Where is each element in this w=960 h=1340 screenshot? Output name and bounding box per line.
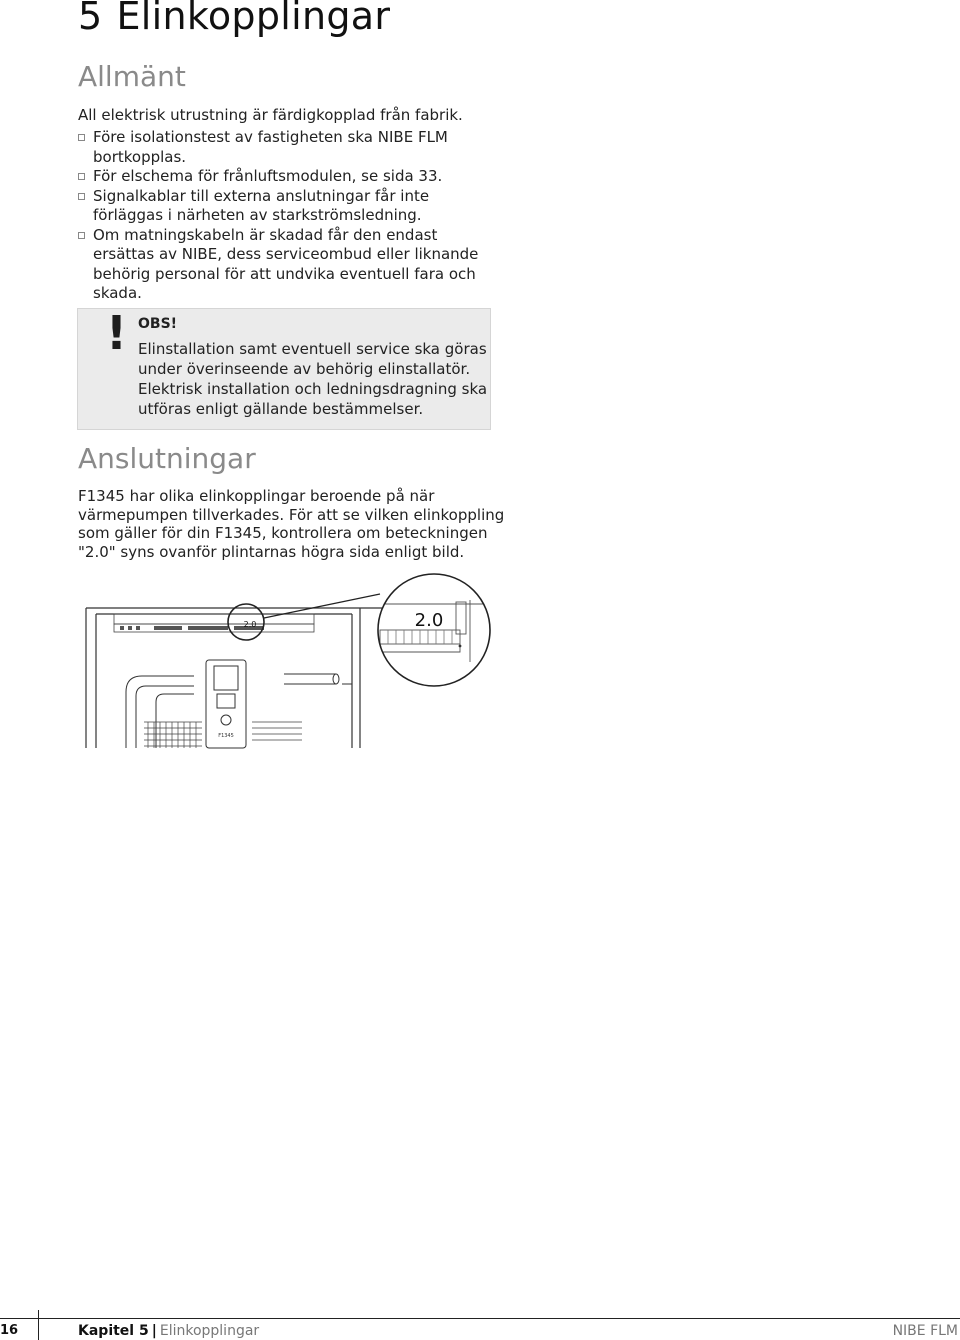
page-number: 16 [0,1323,19,1338]
chapter-number: 5 [78,0,103,38]
footer-section: Elinkopplingar [159,1323,260,1339]
footer-rule [0,1318,960,1319]
anslutningar-paragraph: F1345 har olika elinkopplingar beroende på när värmepumpen tillverkades. För att se vilken elinkoppling som gäller för din F1345, kontrollera om beteckningen "2.0" syns ovanför plintarnas högra sida enligt bild. [78,487,505,561]
obs-notice [77,308,491,430]
footer-chapter [78,1322,259,1340]
list-item: Om matningskabeln är skadad får den endast ersättas av NIBE, dess serviceombud eller liknande behörig personal för att undvika eventuell fara och skada. [78,226,498,304]
obs-text: Elinstallation samt eventuell service ska göras under överinseende av behörig elinstallatör. Elektrisk installation och ledningsdragning ska utföras enligt gällande bestämmelser. [138,340,488,418]
section-heading-allmant: Allmänt [78,60,186,93]
obs-title: OBS! [138,316,178,332]
exclamation-icon: ! [106,306,127,360]
bullet-square-icon [78,193,85,200]
intro-paragraph: All elektrisk utrustning är färdigkopplad från fabrik. [78,106,463,124]
footer-separator: | [151,1323,157,1339]
bullet-square-icon [78,134,85,141]
chapter-title [78,0,390,38]
list-item: Signalkablar till externa anslutningar får inte förläggas i närheten av starkströmsledning. [78,187,498,226]
list-item: För elschema för frånluftsmodulen, se sida 33. [78,167,498,187]
chapter-name: Elinkopplingar [116,0,391,38]
unit-label: F1345 [218,733,234,739]
bullet-square-icon [78,232,85,239]
bullet-list [78,128,498,304]
heat-pump-illustration [84,572,504,750]
list-item: Före isolationstest av fastigheten ska NIBE FLM bortkopplas. [78,128,498,167]
large-version-label: 2.0 [414,610,444,631]
footer-divider [38,1310,39,1340]
bullet-square-icon [78,173,85,180]
footer-chapter-label: Kapitel 5 [78,1323,149,1339]
section-heading-anslutningar: Anslutningar [78,442,256,475]
footer-product: NIBE FLM [892,1323,958,1339]
small-version-label: 2.0 [243,620,257,629]
